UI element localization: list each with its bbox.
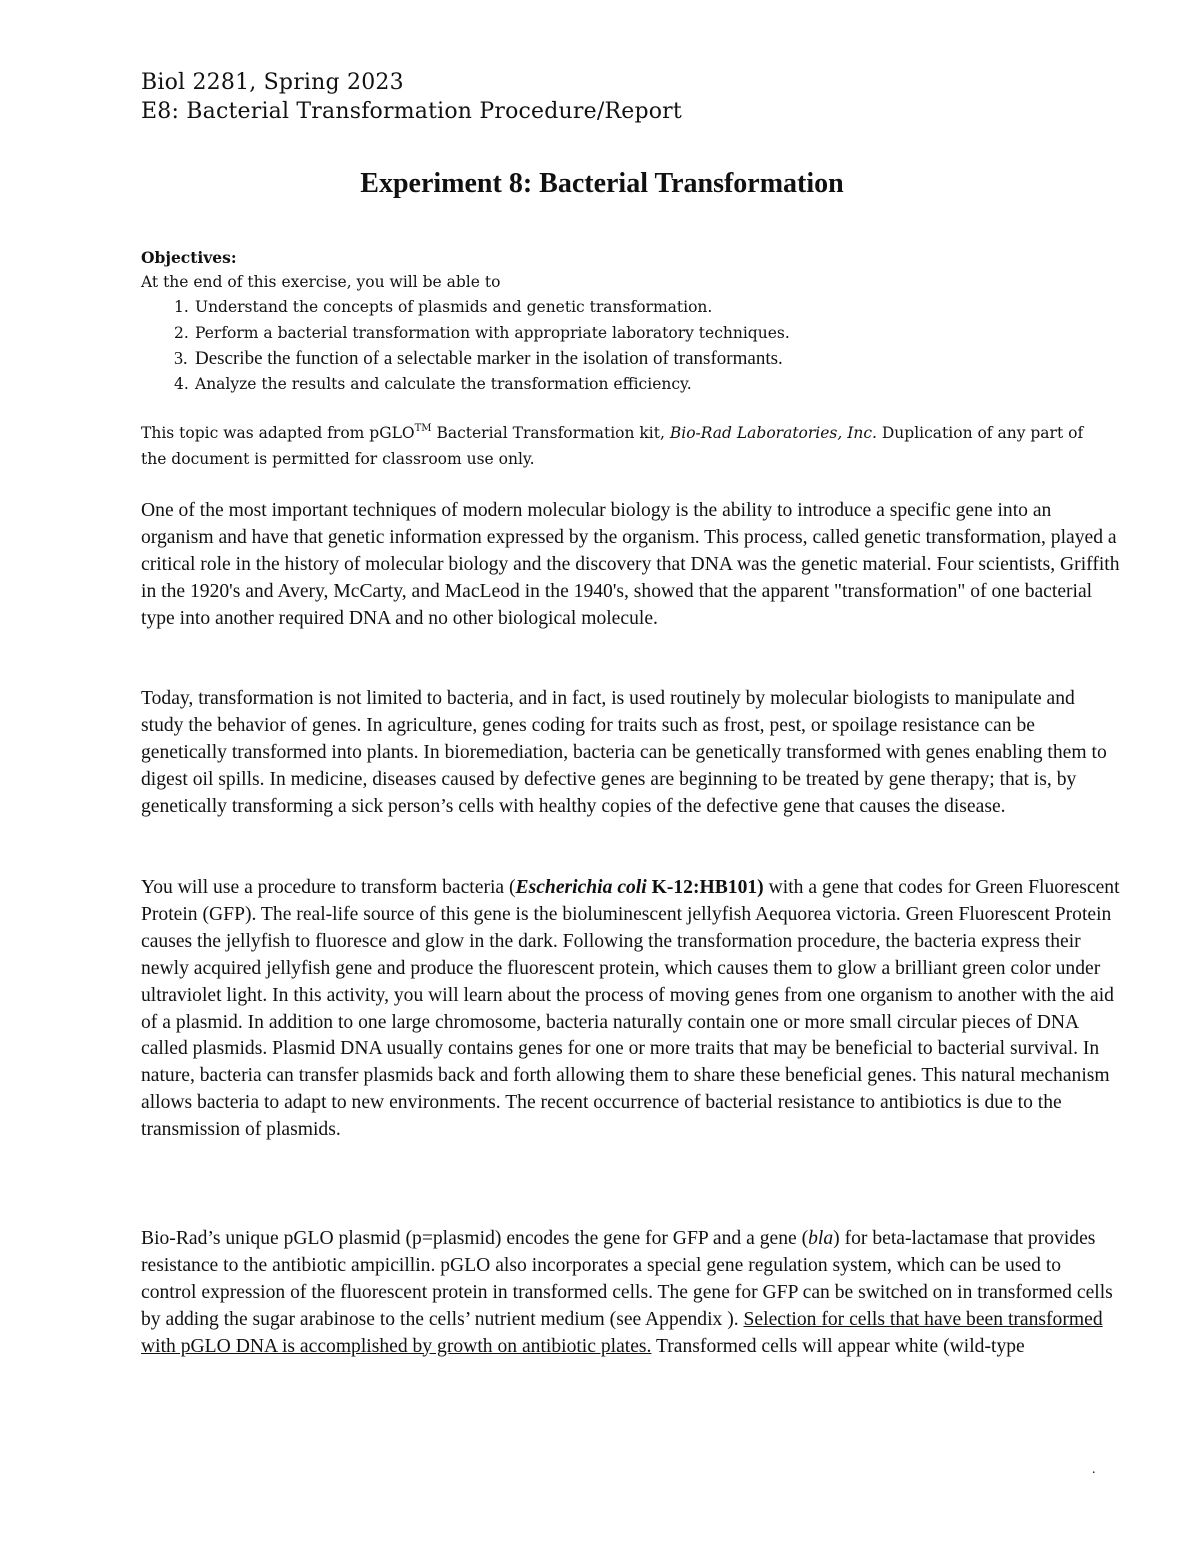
list-number: 1.: [174, 298, 189, 316]
note-text: This topic was adapted from pGLO: [141, 424, 415, 442]
list-text: Perform a bacterial transformation with appropriate laboratory techniques.: [195, 323, 790, 342]
list-text: Understand the concepts of plasmids and genetic transformation.: [195, 298, 713, 316]
course-line: Biol 2281, Spring 2023: [141, 70, 404, 95]
source-note: [141, 420, 1101, 472]
underlined-text: Selection for cells that have been transformed with pGLO DNA is accomplished by growth on antibiotic plates.: [141, 1308, 1103, 1357]
paragraph-text: ) for beta-lactamase that provides resistance to the antibiotic ampicillin. pGLO also incorporates a special gene regulation system, which can be used to control expression of the fluorescent protein in transformed cells. The gene for GFP can be switched on in transformed cells by adding the sugar arabinose to the cells’ nutrient medium (see Appendix ).: [141, 1228, 1113, 1330]
list-item: [141, 372, 1101, 398]
list-number: 4.: [174, 374, 189, 393]
paragraph-procedure: [141, 875, 1121, 1144]
gene-name: bla: [808, 1228, 834, 1249]
note-text: Duplication of any part of the document is permitted for classroom use only.: [141, 424, 1084, 468]
strain-name: K-12:HB101): [646, 877, 764, 898]
list-number: 3.: [174, 348, 188, 368]
company-name: Bio-Rad Laboratories, Inc.: [669, 424, 877, 442]
note-text: Bacterial Transformation kit,: [431, 424, 670, 442]
objectives-intro: At the end of this exercise, you will be able to: [141, 273, 501, 291]
list-text: Analyze the results and calculate the transformation efficiency.: [195, 374, 692, 393]
trademark-mark: TM: [414, 423, 432, 434]
paragraph-text: with a gene that codes for Green Fluorescent Protein (GFP). The real-life source of this gene is the bioluminescent jellyfish Aequorea victoria. Green Fluorescent Protein causes the jellyfish to fluoresce and glow in the dark. Following the transformation procedure, the bacteria express their newly acquired jellyfish gene and produce the fluorescent protein, which causes them to glow a brilliant green color under ultraviolet light. In this activity, you will learn about the process of moving genes from one organism to another with the aid of a plasmid. In addition to one large chromosome, bacteria naturally contain one or more small circular pieces of DNA called plasmids. Plasmid DNA usually contains genes for one or more traits that may be beneficial to bacterial survival. In nature, bacteria can transfer plasmids back and forth allowing them to share these beneficial genes. This natural mechanism allows bacteria to adapt to new environments. The recent occurrence of bacterial resistance to antibiotics is due to the transmission of plasmids.: [141, 877, 1120, 1141]
page-title: Experiment 8: Bacterial Transformation: [360, 168, 844, 199]
footer-mark: .: [1092, 1462, 1096, 1477]
list-item: [141, 295, 1101, 321]
objectives-section: [141, 245, 1101, 397]
list-text: Describe the function of a selectable marker in the isolation of transformants.: [195, 348, 783, 369]
objectives-list: [141, 295, 1101, 397]
paragraph-intro: One of the most important techniques of modern molecular biology is the ability to introduce a specific gene into an organism and have that genetic information expressed by the organism. This process, called genetic transformation, played a critical role in the history of molecular biology and the discovery that DNA was the genetic material. Four scientists, Griffith in the 1920's and Avery, McCarty, and MacLeod in the 1940's, showed that the apparent "transformation" of one bacterial type into another required DNA and no other biological molecule.: [141, 500, 1120, 629]
paragraph-text: Transformed cells will appear white (wild-type: [651, 1335, 1025, 1357]
paragraph-text: You will use a procedure to transform bacteria (: [141, 877, 516, 898]
list-item: [141, 346, 1101, 372]
document-header: [141, 68, 682, 126]
paragraph-text: Bio-Rad’s unique pGLO plasmid (p=plasmid) encodes the gene for GFP and a gene (: [141, 1228, 809, 1249]
paragraph-applications: Today, transformation is not limited to bacteria, and in fact, is used routinely by molecular biologists to manipulate and study the behavior of genes. In agriculture, genes coding for traits such as frost, pest, or spoilage resistance can be genetically transformed into plants. In bioremediation, bacteria can be genetically transformed with genes enabling them to digest oil spills. In medicine, diseases caused by defective genes are beginning to be treated by gene therapy; that is, by genetically transforming a sick person’s cells with healthy copies of the defective gene that causes the disease.: [141, 688, 1107, 817]
paragraph-pglo: [141, 1226, 1121, 1361]
list-number: 2.: [174, 323, 189, 342]
list-item: [141, 321, 1101, 347]
objectives-heading: Objectives:: [141, 248, 237, 267]
experiment-line: E8: Bacterial Transformation Procedure/Report: [141, 99, 682, 124]
species-name: Escherichia coli: [515, 877, 647, 898]
